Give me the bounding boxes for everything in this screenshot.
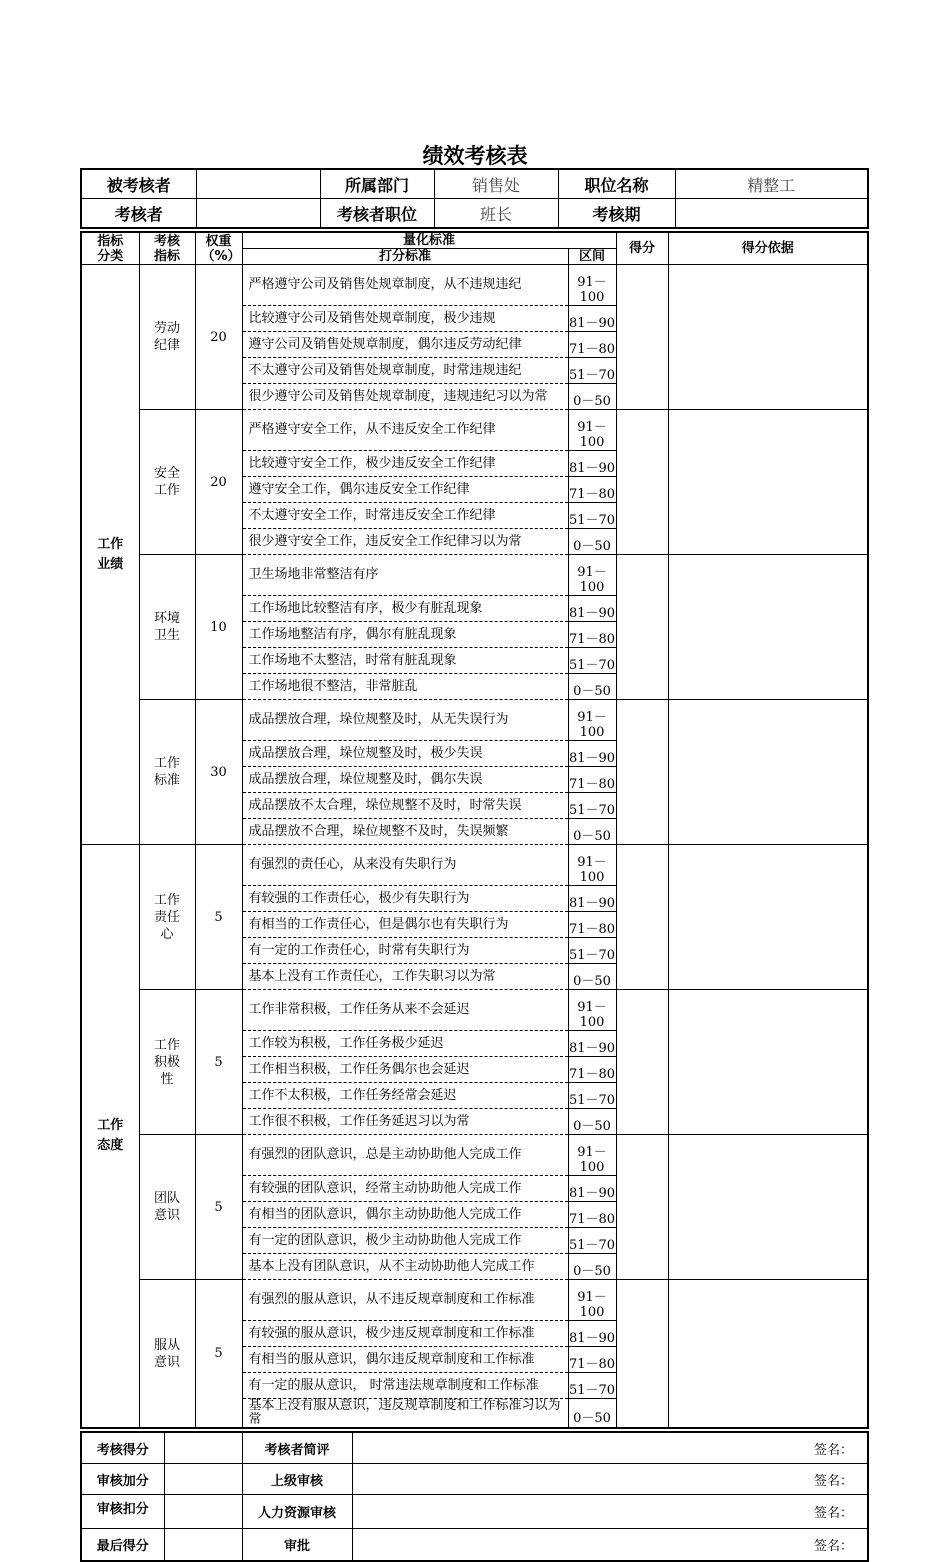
- range-cell: 71－80: [568, 912, 616, 938]
- col-indicator: 考核指标: [139, 232, 195, 265]
- weight-cell: 5: [195, 1280, 242, 1429]
- footer-label: 最后得分: [81, 1529, 164, 1561]
- range-cell: 0－50: [568, 1109, 616, 1135]
- range-cell: 91－100: [568, 845, 616, 886]
- indicator-cell: 工作积极性: [139, 990, 195, 1135]
- appraisal-sheet: [80, 168, 869, 1562]
- col-score: 得分: [616, 232, 668, 265]
- criteria-text: 工作相当积极，工作任务偶尔也会延迟: [242, 1057, 568, 1083]
- criteria-text: 不太遵守安全工作，时常违反安全工作纪律: [242, 503, 568, 529]
- criteria-row: [81, 1135, 868, 1176]
- criteria-text: 工作场地整洁有序，偶尔有脏乱现象: [242, 622, 568, 648]
- footer-table: [80, 1431, 869, 1562]
- position-field[interactable]: 精整工: [675, 169, 868, 199]
- score-input[interactable]: [616, 555, 668, 700]
- criteria-text: 不太遵守公司及销售处规章制度，时常违规违纪: [242, 358, 568, 384]
- range-cell: 51－70: [568, 1083, 616, 1109]
- criteria-text: 很少遵守安全工作，违反安全工作纪律习以为常: [242, 529, 568, 555]
- footer-review-label: 考核者简评: [242, 1432, 352, 1464]
- range-cell: 81－90: [568, 596, 616, 622]
- period-field[interactable]: [675, 199, 868, 229]
- footer-value-input[interactable]: [164, 1529, 242, 1561]
- col-category: 指标分类: [81, 232, 139, 265]
- category-cell: 工作业绩: [81, 265, 139, 845]
- indicator-cell: 服从意识: [139, 1280, 195, 1429]
- criteria-text: 比较遵守公司及销售处规章制度，极少违规: [242, 306, 568, 332]
- basis-input[interactable]: [668, 990, 868, 1135]
- score-input[interactable]: [616, 700, 668, 845]
- page-title: 绩效考核表: [422, 144, 528, 168]
- appraisee-field[interactable]: [196, 169, 320, 199]
- range-cell: 91－100: [568, 700, 616, 741]
- range-cell: 51－70: [568, 1373, 616, 1399]
- range-cell: 51－70: [568, 648, 616, 674]
- basis-input[interactable]: [668, 845, 868, 990]
- range-cell: 81－90: [568, 306, 616, 332]
- criteria-text: 成品摆放不合理，垛位规整不及时，失误频繁: [242, 819, 568, 845]
- range-cell: 71－80: [568, 1057, 616, 1083]
- basis-input[interactable]: [668, 1280, 868, 1429]
- range-cell: 91－100: [568, 555, 616, 596]
- basis-input[interactable]: [668, 555, 868, 700]
- label-appraisee: 被考核者: [81, 169, 196, 199]
- footer-review-label: 审批: [242, 1529, 352, 1561]
- criteria-text: 比较遵守安全工作，极少违反安全工作纪律: [242, 451, 568, 477]
- range-cell: 91－100: [568, 410, 616, 451]
- footer-row: [81, 1495, 868, 1529]
- basis-input[interactable]: [668, 700, 868, 845]
- weight-cell: 5: [195, 990, 242, 1135]
- criteria-row: [81, 990, 868, 1031]
- criteria-text: 有相当的工作责任心，但是偶尔也有失职行为: [242, 912, 568, 938]
- range-cell: 51－70: [568, 793, 616, 819]
- criteria-text: 工作场地比较整洁有序，极少有脏乱现象: [242, 596, 568, 622]
- range-cell: 0－50: [568, 819, 616, 845]
- criteria-row: [81, 265, 868, 306]
- range-cell: 51－70: [568, 503, 616, 529]
- score-input[interactable]: [616, 265, 668, 410]
- range-cell: 81－90: [568, 741, 616, 767]
- label-period: 考核期: [558, 199, 675, 229]
- criteria-row: [81, 845, 868, 886]
- range-cell: 0－50: [568, 384, 616, 410]
- weight-cell: 20: [195, 410, 242, 555]
- header-table: [80, 168, 869, 229]
- weight-cell: 20: [195, 265, 242, 410]
- range-cell: 51－70: [568, 1228, 616, 1254]
- range-cell: 71－80: [568, 477, 616, 503]
- range-cell: 71－80: [568, 622, 616, 648]
- signature-field[interactable]: 签名：: [352, 1464, 868, 1495]
- range-cell: 0－50: [568, 964, 616, 990]
- footer-review-label: 人力资源审核: [242, 1495, 352, 1529]
- criteria-text: 有相当的团队意识，偶尔主动协助他人完成工作: [242, 1202, 568, 1228]
- basis-input[interactable]: [668, 410, 868, 555]
- appraiser-field[interactable]: [196, 199, 320, 229]
- footer-label: 审核加分: [81, 1464, 164, 1495]
- criteria-text: 有一定的工作责任心，时常有失职行为: [242, 938, 568, 964]
- range-cell: 81－90: [568, 451, 616, 477]
- range-cell: 0－50: [568, 1399, 616, 1429]
- criteria-text: 工作非常积极，工作任务从来不会延迟: [242, 990, 568, 1031]
- criteria-text: 成品摆放不太合理，垛位规整不及时，时常失误: [242, 793, 568, 819]
- category-cell: 工作态度: [81, 845, 139, 1429]
- footer-value-input[interactable]: [164, 1495, 242, 1529]
- appraiser-position-field[interactable]: 班长: [434, 199, 558, 229]
- criteria-text: 有较强的团队意识，经常主动协助他人完成工作: [242, 1176, 568, 1202]
- range-cell: 81－90: [568, 1176, 616, 1202]
- footer-label: 考核得分: [81, 1432, 164, 1464]
- basis-input[interactable]: [668, 265, 868, 410]
- col-basis: 得分依据: [668, 232, 868, 265]
- score-input[interactable]: [616, 845, 668, 990]
- range-cell: 51－70: [568, 358, 616, 384]
- footer-row: [81, 1529, 868, 1561]
- col-range: 区间: [568, 249, 616, 265]
- criteria-text: 严格遵守公司及销售处规章制度，从不违规违纪: [242, 265, 568, 306]
- criteria-text: 基本上没有工作责任心，工作失职习以为常: [242, 964, 568, 990]
- weight-cell: 10: [195, 555, 242, 700]
- footer-row: [81, 1432, 868, 1464]
- criteria-text: 成品摆放合理，垛位规整及时，从无失误行为: [242, 700, 568, 741]
- footer-review-label: 上级审核: [242, 1464, 352, 1495]
- criteria-text: 遵守安全工作，偶尔违反安全工作纪律: [242, 477, 568, 503]
- score-input[interactable]: [616, 410, 668, 555]
- criteria-text: 遵守公司及销售处规章制度，偶尔违反劳动纪律: [242, 332, 568, 358]
- indicator-cell: 团队意识: [139, 1135, 195, 1280]
- signature-field[interactable]: 签名：: [352, 1529, 868, 1561]
- label-appraiser-position: 考核者职位: [320, 199, 434, 229]
- range-cell: 91－100: [568, 265, 616, 306]
- footer-label: 审核扣分: [81, 1495, 164, 1529]
- range-cell: 71－80: [568, 1347, 616, 1373]
- indicator-cell: 劳动纪律: [139, 265, 195, 410]
- range-cell: 91－100: [568, 1280, 616, 1321]
- range-cell: 81－90: [568, 886, 616, 912]
- criteria-text: 工作不太积极，工作任务经常会延迟: [242, 1083, 568, 1109]
- indicator-cell: 工作标准: [139, 700, 195, 845]
- criteria-row: [81, 700, 868, 741]
- footer-value-input[interactable]: [164, 1464, 242, 1495]
- label-department: 所属部门: [320, 169, 434, 199]
- criteria-row: [81, 555, 868, 596]
- indicator-cell: 环境卫生: [139, 555, 195, 700]
- signature-field[interactable]: 签名：: [352, 1495, 868, 1529]
- range-cell: 51－70: [568, 938, 616, 964]
- criteria-text: 成品摆放合理，垛位规整及时，极少失误: [242, 741, 568, 767]
- criteria-text: 工作场地很不整洁，非常脏乱: [242, 674, 568, 700]
- criteria-text: 有强烈的服从意识，从不违反规章制度和工作标准: [242, 1280, 568, 1321]
- criteria-text: 严格遵守安全工作，从不违反安全工作纪律: [242, 410, 568, 451]
- indicator-cell: 安全工作: [139, 410, 195, 555]
- range-cell: 81－90: [568, 1321, 616, 1347]
- footer-row: [81, 1464, 868, 1495]
- criteria-text: 有强烈的责任心，从来没有失职行为: [242, 845, 568, 886]
- weight-cell: 5: [195, 845, 242, 990]
- range-cell: 71－80: [568, 767, 616, 793]
- criteria-table: [80, 231, 869, 1429]
- range-cell: 0－50: [568, 1254, 616, 1280]
- range-cell: 71－80: [568, 1202, 616, 1228]
- weight-cell: 30: [195, 700, 242, 845]
- basis-input[interactable]: [668, 1135, 868, 1280]
- score-input[interactable]: [616, 990, 668, 1135]
- criteria-text: 工作很不积极，工作任务延迟习以为常: [242, 1109, 568, 1135]
- criteria-row: [81, 410, 868, 451]
- criteria-text: 有较强的工作责任心，极少有失职行为: [242, 886, 568, 912]
- footer-value-input[interactable]: [164, 1432, 242, 1464]
- criteria-text: 有相当的服从意识，偶尔违反规章制度和工作标准: [242, 1347, 568, 1373]
- weight-cell: 5: [195, 1135, 242, 1280]
- criteria-text: 卫生场地非常整洁有序: [242, 555, 568, 596]
- score-input[interactable]: [616, 1135, 668, 1280]
- criteria-text: 成品摆放合理，垛位规整及时，偶尔失误: [242, 767, 568, 793]
- criteria-row: [81, 1280, 868, 1321]
- criteria-text: 有一定的服从意识， 时常违法规章制度和工作标准: [242, 1373, 568, 1399]
- department-field[interactable]: 销售处: [434, 169, 558, 199]
- range-cell: 0－50: [568, 674, 616, 700]
- range-cell: 91－100: [568, 1135, 616, 1176]
- label-position: 职位名称: [558, 169, 675, 199]
- range-cell: 71－80: [568, 332, 616, 358]
- criteria-text: 工作场地不太整洁，时常有脏乱现象: [242, 648, 568, 674]
- col-weight: 权重（%）: [195, 232, 242, 265]
- col-criteria: 打分标准: [242, 249, 568, 265]
- range-cell: 81－90: [568, 1031, 616, 1057]
- criteria-text: 工作较为积极，工作任务极少延迟: [242, 1031, 568, 1057]
- criteria-text: 有一定的团队意识，极少主动协助他人完成工作: [242, 1228, 568, 1254]
- signature-field[interactable]: 签名：: [352, 1432, 868, 1464]
- criteria-text: 有强烈的团队意识，总是主动协助他人完成工作: [242, 1135, 568, 1176]
- score-input[interactable]: [616, 1280, 668, 1429]
- criteria-text: 基本上没有服从意识，违反规章制度和工作标准习以为常: [242, 1399, 568, 1429]
- criteria-text: 有较强的服从意识，极少违反规章制度和工作标准: [242, 1321, 568, 1347]
- label-appraiser: 考核者: [81, 199, 196, 229]
- indicator-cell: 工作责任心: [139, 845, 195, 990]
- col-quant: 量化标准: [242, 232, 616, 249]
- range-cell: 91－100: [568, 990, 616, 1031]
- range-cell: 0－50: [568, 529, 616, 555]
- criteria-text: 基本上没有团队意识，从不主动协助他人完成工作: [242, 1254, 568, 1280]
- criteria-text: 很少遵守公司及销售处规章制度，违规违纪习以为常: [242, 384, 568, 410]
